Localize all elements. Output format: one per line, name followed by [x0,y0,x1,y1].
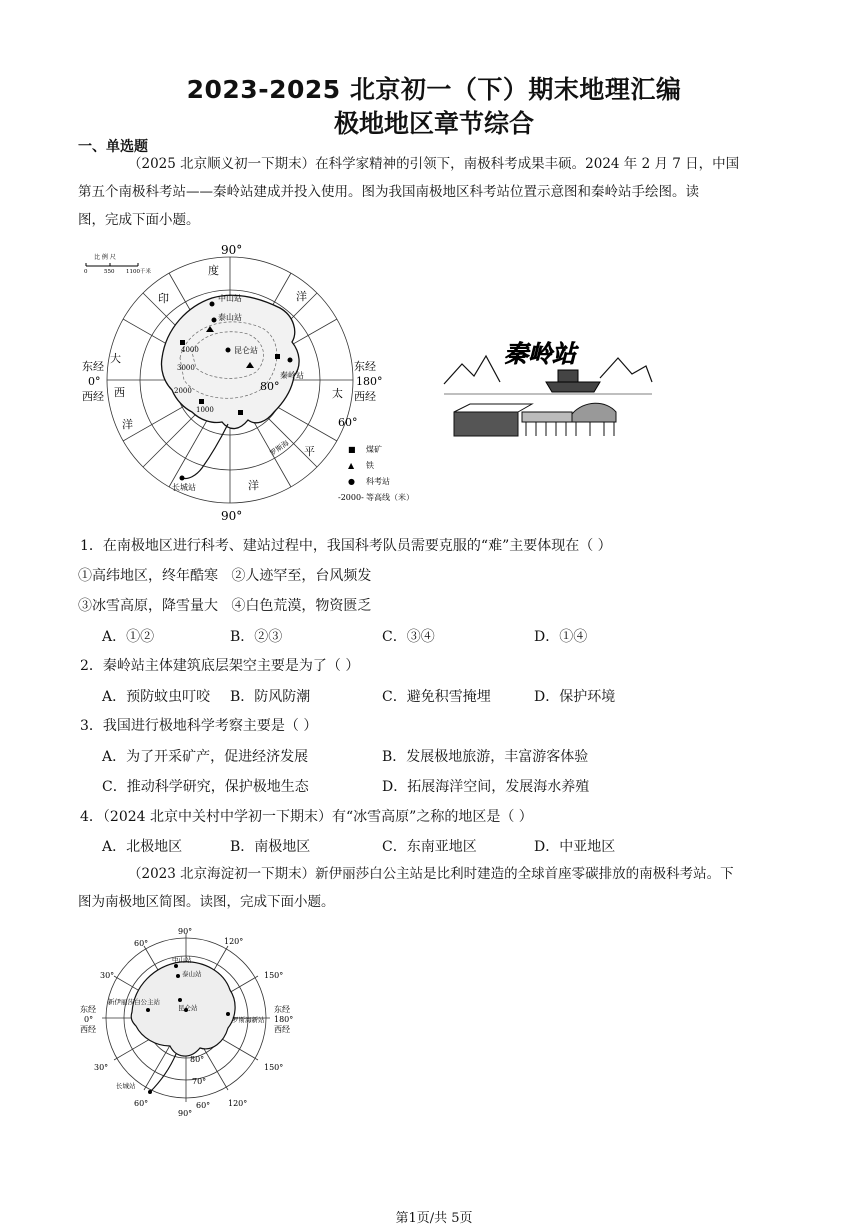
station-building [454,403,616,436]
q4-option-d[interactable]: D．中亚地区 [534,839,616,855]
lon-label: 30° [100,971,115,980]
lon-label: 60° [134,939,149,948]
statement: ③冰雪高原，降雪量大 [78,598,218,614]
station-label: 泰山站 [218,313,242,322]
ocean-char: 平 [304,445,315,458]
scale-tick: 0 [84,269,88,275]
lon-label-top: 90° [221,243,243,257]
page-subtitle: 极地地区章节综合 [333,109,534,138]
q4-option-c[interactable]: C．东南亚地区 [382,839,477,855]
lat-label: 80° [260,380,280,393]
question-text: 秦岭站主体建筑底层架空主要是为了（ ） [102,658,360,674]
lon-label: 120° [228,1099,248,1108]
lon-label: 120° [224,937,244,946]
legend-label: 铁 [366,461,374,470]
page-footer: 第1页/共 5页 [395,1211,473,1226]
sea-label: 罗斯海 [268,439,291,458]
q1-option-a[interactable]: A．①② [102,629,155,645]
q3-option-b[interactable]: B．发展极地旅游，丰富游客体验 [382,749,589,765]
lon-label: 30° [94,1063,109,1072]
scale-tick: 1100千米 [126,269,151,275]
question-1: 1．在南极地区进行科考、建站过程中，我国科考队员需要克服的“难”主要体现在（ ） [80,538,612,554]
lon-left-label: 东经 [82,360,104,373]
lon-left-label: 0° [84,1015,94,1024]
lon-right-label: 东经 [274,1005,290,1014]
legend-label: 煤矿 [366,445,382,454]
legend-icon: ● [348,477,355,486]
antarctica-simple-map [78,926,308,1118]
ship [546,370,600,392]
station-label: 长城站 [116,1082,136,1090]
station-label: 中山站 [218,294,242,303]
intro2-line2: 图为南极地区简图。读图，完成下面小题。 [78,894,335,910]
q2-option-d[interactable]: D．保护环境 [534,689,616,705]
station-label: 新伊丽莎白公主站 [108,998,160,1006]
lon-label: 60° [134,1099,149,1108]
station-label: 中山站 [172,956,192,964]
lon-label: 150° [264,1063,284,1072]
lat-label: 80° [190,1055,205,1064]
q1-statement-row2 [78,595,371,615]
ocean-char: 大 [110,352,121,365]
q1-option-d[interactable]: D．①④ [534,629,588,645]
station-label: 罗斯海新站 [232,1016,265,1024]
intro1-line1: （2025 北京顺义初一下期末）在科学家精神的引领下，南极科考成果丰硕。2024 年 2 月 7 日，中国 [128,156,740,172]
q4-option-a[interactable]: A．北极地区 [102,839,183,855]
intro1-line2: 第五个南极科考站——秦岭站建成并投入使用。图为我国南极地区科考站位置示意图和秦岭站手绘图。读 [78,184,699,200]
lon-right-label: 180° [356,375,383,388]
contour-label: 2000 [174,387,192,395]
question-number: 1 [80,538,89,554]
page-title: 2023-2025 北京初一（下）期末地理汇编 [186,75,682,104]
legend-icon: ▲ [348,461,355,470]
q1-statement-row1 [78,565,371,585]
lon-label: 150° [264,971,284,980]
contour-label: 3000 [177,364,195,372]
statement: ①高纬地区，终年酷寒 [78,568,218,584]
lon-left-label: 西经 [82,390,104,403]
legend-icon: ■ [348,445,356,454]
question-number: 2 [80,658,89,674]
lat-label: 70° [192,1077,207,1086]
q4-option-b[interactable]: B．南极地区 [230,839,311,855]
question-text: （2024 北京中关村中学初一下期末）有“冰雪高原”之称的地区是（ ） [102,809,533,825]
question-number: 3 [80,718,89,734]
lat-label: 60° [338,416,358,429]
scale-title: 比 例 尺 [94,254,116,261]
contour-label: 4000 [181,346,199,354]
question-2: 2．秦岭站主体建筑底层架空主要是为了（ ） [80,658,360,674]
ocean-char: 洋 [296,290,307,303]
ocean-char: 太 [332,387,343,400]
scale-tick: 550 [104,269,115,275]
q3-option-c[interactable]: C．推动科学研究，保护极地生态 [102,779,309,795]
lon-right-label: 西经 [274,1025,290,1034]
statement: ②人迹罕至，台风频发 [231,568,372,584]
question-text: 在南极地区进行科考、建站过程中，我国科考队员需要克服的“难”主要体现在（ ） [102,538,612,554]
station-label: 昆仑站 [234,346,258,355]
question-4: 4．（2024 北京中关村中学初一下期末）有“冰雪高原”之称的地区是（ ） [80,809,533,825]
lon-label-bottom: 90° [221,509,243,523]
contour-label: 1000 [196,406,214,414]
lon-label: 90° [178,1109,193,1118]
question-3: 3．我国进行极地科学考察主要是（ ） [80,718,318,734]
section-heading: 一、单选题 [78,139,148,155]
lon-right-label: 180° [274,1015,294,1024]
ocean-char: 洋 [122,418,133,431]
question-text: 我国进行极地科学考察主要是（ ） [102,718,318,734]
q2-option-b[interactable]: B．防风防潮 [230,689,311,705]
intro2-line1: （2023 北京海淀初一下期末）新伊丽莎白公主站是比利时建造的全球首座零碳排放的南极科考站。下 [128,866,734,882]
station-label: 昆仑站 [178,1004,198,1012]
ocean-char: 印 [158,292,169,305]
question-number: 4 [80,809,89,825]
q1-option-c[interactable]: C．③④ [382,629,435,645]
q3-option-a[interactable]: A．为了开采矿产，促进经济发展 [102,749,309,765]
qinling-station-sketch [440,322,655,442]
lon-left-label: 0° [88,375,101,388]
station-label: 泰山站 [182,970,202,978]
legend [338,444,414,502]
legend-label: 等高线（米） [366,493,414,502]
legend-icon: -2000- [338,493,364,502]
antarctic-peninsula [182,424,228,479]
legend-label: 科考站 [366,477,390,486]
lat-label: 60° [196,1101,211,1110]
lon-right-label: 西经 [354,390,376,403]
q2-option-c[interactable]: C．避免积雪掩埋 [382,689,491,705]
q3-option-d[interactable]: D．拓展海洋空间，发展海水养殖 [382,779,590,795]
station-label: 长城站 [172,483,196,492]
station-label: 秦岭站 [280,371,304,380]
lon-label: 90° [178,927,193,936]
q2-option-a[interactable]: A．预防蚊虫叮咬 [102,689,211,705]
antarctica-station-map [80,240,440,525]
lon-left-label: 东经 [80,1005,96,1014]
q1-option-b[interactable]: B．②③ [230,629,283,645]
lon-left-label: 西经 [80,1025,96,1034]
statement: ④白色荒漠，物资匮乏 [231,598,372,614]
ocean-char: 洋 [248,479,259,492]
scale-bar [84,253,151,275]
lon-right-label: 东经 [354,360,376,373]
intro1-line3: 图，完成下面小题。 [78,212,200,228]
sketch-title: 秦岭站 [504,339,576,368]
ocean-char: 度 [208,264,219,277]
ocean-char: 西 [114,386,125,399]
